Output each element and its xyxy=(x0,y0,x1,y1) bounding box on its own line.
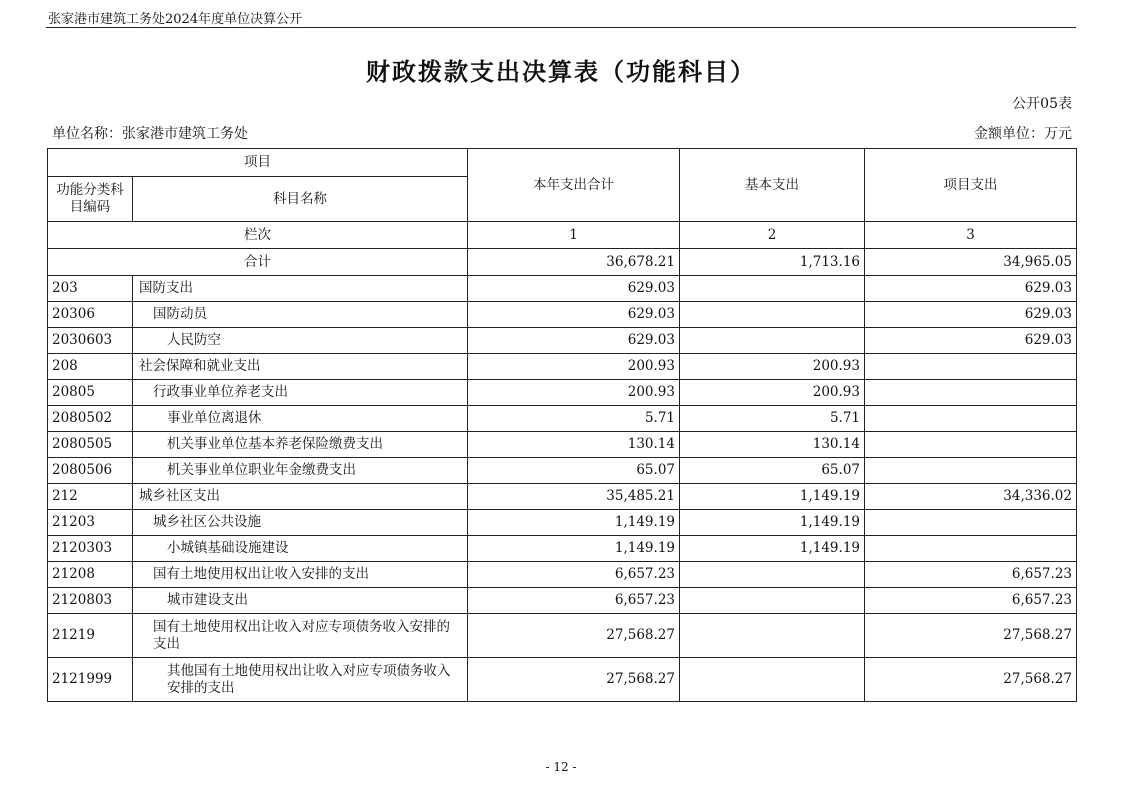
row-total: 629.03 xyxy=(468,328,680,354)
row-basic xyxy=(680,614,865,658)
col-total-header: 本年支出合计 xyxy=(468,149,680,222)
row-basic xyxy=(680,328,865,354)
table-row xyxy=(48,536,1077,562)
row-code: 2080506 xyxy=(48,458,133,484)
table-row xyxy=(48,432,1077,458)
row-basic: 1,149.19 xyxy=(680,484,865,510)
unit-name: 单位名称：张家港市建筑工务处 xyxy=(52,126,248,142)
row-code: 208 xyxy=(48,354,133,380)
row-basic: 1,149.19 xyxy=(680,536,865,562)
row-basic: 1,149.19 xyxy=(680,510,865,536)
table-row xyxy=(48,276,1077,302)
row-total: 629.03 xyxy=(468,302,680,328)
total-label: 合计 xyxy=(48,249,468,276)
row-basic xyxy=(680,588,865,614)
total-basic: 1,713.16 xyxy=(680,249,865,276)
row-name: 行政事业单位养老支出 xyxy=(133,380,468,406)
row-project: 27,568.27 xyxy=(865,658,1077,702)
row-project xyxy=(865,354,1077,380)
row-total: 65.07 xyxy=(468,458,680,484)
row-name: 人民防空 xyxy=(133,328,468,354)
row-basic xyxy=(680,658,865,702)
table-row xyxy=(48,458,1077,484)
table-row xyxy=(48,380,1077,406)
table-row xyxy=(48,588,1077,614)
row-basic xyxy=(680,302,865,328)
row-basic: 130.14 xyxy=(680,432,865,458)
row-name: 其他国有土地使用权出让收入对应专项债务收入安排的支出 xyxy=(133,658,468,702)
row-code: 2120303 xyxy=(48,536,133,562)
row-name: 城乡社区公共设施 xyxy=(133,510,468,536)
table-row xyxy=(48,328,1077,354)
table-row xyxy=(48,510,1077,536)
row-name: 机关事业单位职业年金缴费支出 xyxy=(133,458,468,484)
total-amount: 36,678.21 xyxy=(468,249,680,276)
row-name: 小城镇基础设施建设 xyxy=(133,536,468,562)
row-code: 203 xyxy=(48,276,133,302)
row-name: 事业单位离退休 xyxy=(133,406,468,432)
table-row xyxy=(48,484,1077,510)
row-total: 6,657.23 xyxy=(468,588,680,614)
project-header: 项目 xyxy=(48,149,468,177)
row-project xyxy=(865,406,1077,432)
row-basic: 200.93 xyxy=(680,354,865,380)
table-row xyxy=(48,354,1077,380)
row-basic xyxy=(680,276,865,302)
table-row xyxy=(48,614,1077,658)
row-code: 21208 xyxy=(48,562,133,588)
index-2: 2 xyxy=(680,222,865,249)
total-row xyxy=(48,249,1077,276)
row-name: 城市建设支出 xyxy=(133,588,468,614)
running-header: 张家港市建筑工务处2024年度单位决算公开 xyxy=(48,12,303,27)
row-name: 国有土地使用权出让收入安排的支出 xyxy=(133,562,468,588)
index-label: 栏次 xyxy=(48,222,468,249)
col-project-header: 项目支出 xyxy=(865,149,1077,222)
row-basic: 5.71 xyxy=(680,406,865,432)
index-1: 1 xyxy=(468,222,680,249)
row-code: 20805 xyxy=(48,380,133,406)
row-name: 城乡社区支出 xyxy=(133,484,468,510)
row-basic: 200.93 xyxy=(680,380,865,406)
row-total: 200.93 xyxy=(468,380,680,406)
row-project xyxy=(865,510,1077,536)
row-code: 2080505 xyxy=(48,432,133,458)
row-total: 5.71 xyxy=(468,406,680,432)
row-name: 社会保障和就业支出 xyxy=(133,354,468,380)
row-name: 国防动员 xyxy=(133,302,468,328)
row-total: 35,485.21 xyxy=(468,484,680,510)
page-number: - 12 - xyxy=(545,760,577,774)
row-code: 21219 xyxy=(48,614,133,658)
row-name: 机关事业单位基本养老保险缴费支出 xyxy=(133,432,468,458)
row-total: 6,657.23 xyxy=(468,562,680,588)
row-total: 1,149.19 xyxy=(468,536,680,562)
code-header: 功能分类科目编码 xyxy=(48,177,133,222)
row-project xyxy=(865,458,1077,484)
row-total: 200.93 xyxy=(468,354,680,380)
table-row xyxy=(48,406,1077,432)
total-project: 34,965.05 xyxy=(865,249,1077,276)
index-3: 3 xyxy=(865,222,1077,249)
col-basic-header: 基本支出 xyxy=(680,149,865,222)
form-number: 公开05表 xyxy=(1012,96,1072,112)
row-project: 27,568.27 xyxy=(865,614,1077,658)
row-code: 21203 xyxy=(48,510,133,536)
table-row xyxy=(48,302,1077,328)
row-project xyxy=(865,432,1077,458)
row-project: 6,657.23 xyxy=(865,562,1077,588)
row-name: 国防支出 xyxy=(133,276,468,302)
row-project: 34,336.02 xyxy=(865,484,1077,510)
row-code: 2120803 xyxy=(48,588,133,614)
row-project xyxy=(865,380,1077,406)
row-code: 2080502 xyxy=(48,406,133,432)
expenditure-table xyxy=(47,148,1077,702)
row-basic xyxy=(680,562,865,588)
row-project: 629.03 xyxy=(865,302,1077,328)
row-name: 国有土地使用权出让收入对应专项债务收入安排的支出 xyxy=(133,614,468,658)
row-project: 6,657.23 xyxy=(865,588,1077,614)
row-code: 212 xyxy=(48,484,133,510)
header-rule xyxy=(46,27,1076,28)
name-header: 科目名称 xyxy=(133,177,468,222)
amount-unit: 金额单位：万元 xyxy=(974,126,1072,142)
row-project: 629.03 xyxy=(865,328,1077,354)
table-row xyxy=(48,658,1077,702)
row-total: 629.03 xyxy=(468,276,680,302)
page-title: 财政拨款支出决算表（功能科目） xyxy=(366,58,756,86)
row-code: 2030603 xyxy=(48,328,133,354)
row-code: 2121999 xyxy=(48,658,133,702)
row-project xyxy=(865,536,1077,562)
row-total: 27,568.27 xyxy=(468,614,680,658)
table-row xyxy=(48,562,1077,588)
row-basic: 65.07 xyxy=(680,458,865,484)
row-project: 629.03 xyxy=(865,276,1077,302)
row-total: 130.14 xyxy=(468,432,680,458)
row-total: 1,149.19 xyxy=(468,510,680,536)
row-total: 27,568.27 xyxy=(468,658,680,702)
row-code: 20306 xyxy=(48,302,133,328)
